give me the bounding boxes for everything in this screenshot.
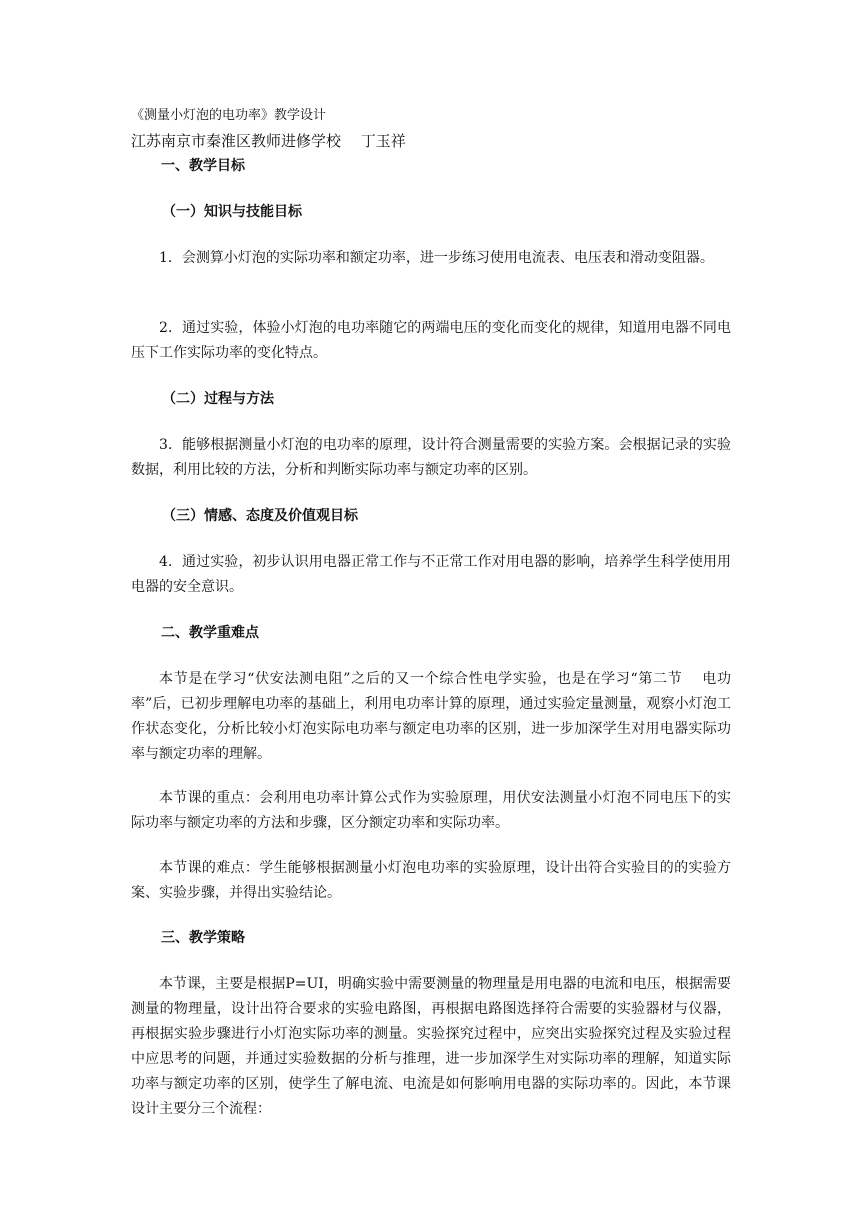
paragraph-key-points-intro: 本节是在学习“伏安法测电阻”之后的又一个综合性电学实验，也是在学习“第二节 电功率”后，已初步理解电功率的基础上，利用电功率计算的原理，通过实验定量测量，观察小灯泡工作状态变化，分析比较小灯泡实际电功率与额定电功率的区别，进一步加深学生对用电器实际功率与额定功率的理解。 — [131, 671, 731, 762]
paragraph-difficult-point: 本节课的难点：学生能够根据测量小灯泡电功率的实验原理，设计出符合实验目的的实验方案、实验步骤，并得出实验结论。 — [131, 860, 731, 901]
subheading-process-method: （二）过程与方法 — [162, 391, 274, 407]
author-line: 江苏南京市秦淮区教师进修学校 丁玉祥 — [131, 132, 406, 150]
section-heading-key-points: 二、教学重难点 — [161, 625, 259, 641]
document-title: 《测量小灯泡的电功率》教学设计 — [131, 108, 327, 123]
paragraph-goal-4: 4．通过实验，初步认识用电器正常工作与不正常工作对用电器的影响，培养学生科学使用用电器的安全意识。 — [131, 554, 731, 595]
paragraph-goal-2: 2．通过实验，体验小灯泡的电功率随它的两端电压的变化而变化的规律，知道用电器不同电压下工作实际功率的变化特点。 — [131, 320, 731, 361]
paragraph-strategy: 本节课，主要是根据P=UI，明确实验中需要测量的物理量是用电器的电流和电压，根据需要测量的物理量，设计出符合要求的实验电路图，再根据电路图选择符合需要的实验器材与仪器，再根据实验步骤进行小灯泡实际功率的测量。实验探究过程中，应突出实验探究过程及实验过程中应思考的问题，并通过实验数据的分析与推理，进一步加深学生对实际功率的理解，知道实际功率与额定功率的区别，使学生了解电流、电流是如何影响用电器的实际功率的。因此，本节课设计主要分三个流程： — [131, 976, 731, 1117]
section-heading-strategy: 三、教学策略 — [161, 930, 245, 946]
subheading-emotion-values: （三）情感、态度及价值观目标 — [162, 508, 358, 524]
paragraph-goal-1: 1．会测算小灯泡的实际功率和额定功率，进一步练习使用电流表、电压表和滑动变阻器。 — [159, 250, 714, 266]
section-heading-teaching-goals: 一、教学目标 — [161, 158, 245, 174]
subheading-knowledge-skills: （一）知识与技能目标 — [162, 204, 302, 220]
paragraph-key-point: 本节课的重点：会利用电功率计算公式作为实验原理，用伏安法测量小灯泡不同电压下的实际功率与额定功率的方法和步骤，区分额定功率和实际功率。 — [131, 790, 731, 831]
paragraph-goal-3: 3．能够根据测量小灯泡的电功率的原理，设计符合测量需要的实验方案。会根据记录的实验数据，利用比较的方法，分析和判断实际功率与额定功率的区别。 — [131, 437, 731, 478]
